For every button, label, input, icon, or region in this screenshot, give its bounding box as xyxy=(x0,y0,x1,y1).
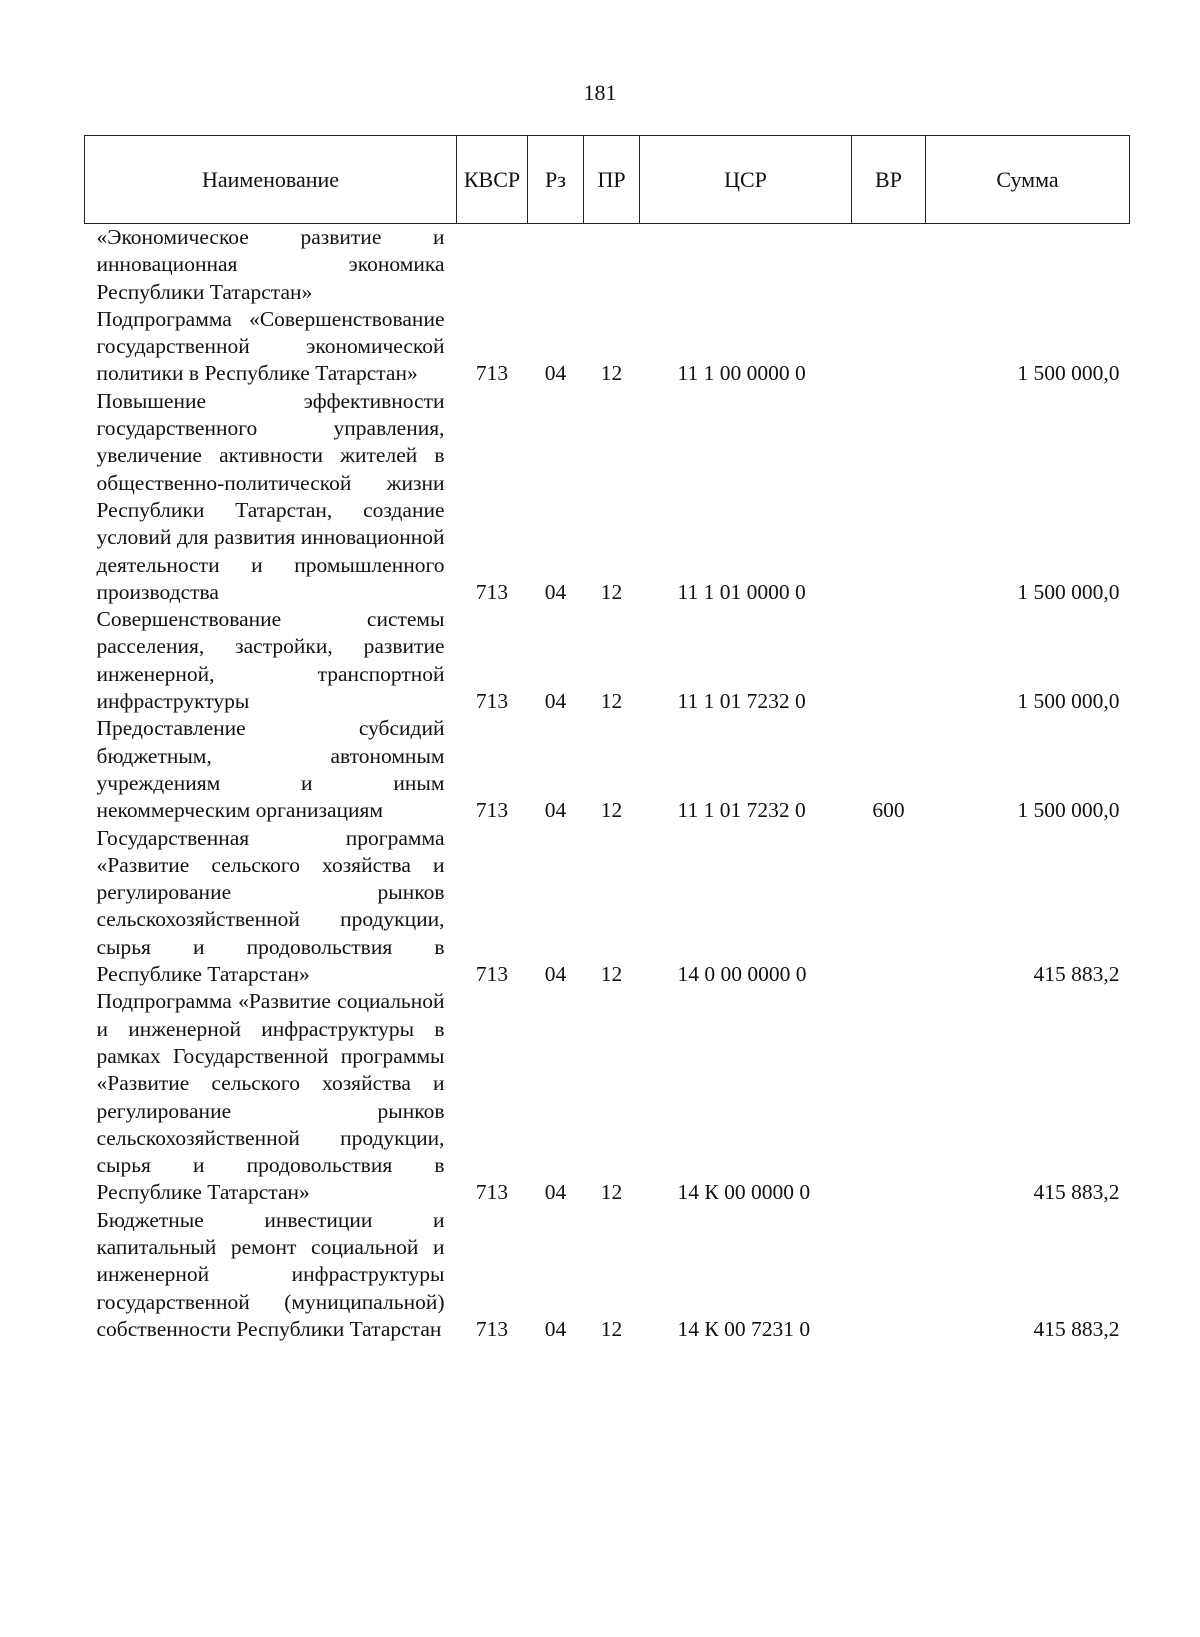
table-row xyxy=(85,306,1130,388)
row-vr xyxy=(852,306,926,388)
row-name: Предоставление субсидий бюджетным, автономным учреждениям и иным некоммерческим организациям xyxy=(96,716,445,823)
row-kvsr xyxy=(457,224,528,306)
row-rz: 04 xyxy=(544,689,567,714)
row-vr xyxy=(852,224,926,306)
row-sum: 1 500 000,0 xyxy=(1017,579,1120,604)
header-sum: Сумма xyxy=(926,136,1130,224)
row-vr xyxy=(852,825,926,989)
row-kvsr: 713 xyxy=(475,1316,509,1341)
row-csr: 11 1 01 0000 0 xyxy=(677,579,806,604)
row-vr: 600 xyxy=(872,798,905,823)
page-number: 181 xyxy=(583,80,617,105)
row-pr: 12 xyxy=(600,1180,623,1205)
row-csr: 11 1 00 0000 0 xyxy=(677,361,806,386)
row-kvsr: 713 xyxy=(475,798,509,823)
row-rz: 04 xyxy=(544,579,567,604)
table-row xyxy=(85,825,1130,989)
table-row xyxy=(85,606,1130,715)
table-row xyxy=(85,1207,1130,1343)
row-rz: 04 xyxy=(544,1180,567,1205)
row-csr xyxy=(640,224,852,306)
row-pr xyxy=(584,224,640,306)
row-pr: 12 xyxy=(600,579,623,604)
header-rz: Рз xyxy=(528,136,584,224)
row-vr xyxy=(852,988,926,1206)
row-vr xyxy=(852,388,926,606)
row-name: «Экономическое развитие и инновационная экономика Республики Татарстан» xyxy=(96,225,445,304)
header-pr: ПР xyxy=(584,136,640,224)
row-name: Подпрограмма «Развитие социальной и инженерной инфраструктуры в рамках Государственной программы «Развитие сельского хозяйства и регулирование рынков сельскохозяйственной продукции, сырья и продовольствия в Республике Татарстан» xyxy=(96,989,445,1205)
row-rz: 04 xyxy=(544,962,567,987)
row-vr xyxy=(852,606,926,715)
row-sum: 415 883,2 xyxy=(1033,962,1120,987)
row-pr: 12 xyxy=(600,361,623,386)
row-sum: 415 883,2 xyxy=(1033,1316,1120,1341)
row-sum: 1 500 000,0 xyxy=(1017,798,1120,823)
row-csr: 11 1 01 7232 0 xyxy=(677,798,806,823)
header-name: Наименование xyxy=(85,136,457,224)
row-kvsr: 713 xyxy=(475,361,509,386)
header-vr: ВР xyxy=(852,136,926,224)
table-row xyxy=(85,715,1130,824)
row-pr: 12 xyxy=(600,689,623,714)
row-name: Государственная программа «Развитие сельского хозяйства и регулирование рынков сельскохозяйственной продукции, сырья и продовольствия в Республике Татарстан» xyxy=(96,825,445,987)
row-pr: 12 xyxy=(600,962,623,987)
row-name: Бюджетные инвестиции и капитальный ремонт социальной и инженерной инфраструктуры государственной (муниципальной) собственности Республики Татарстан xyxy=(96,1207,445,1341)
header-csr: ЦСР xyxy=(640,136,852,224)
row-name: Совершенствование системы расселения, застройки, развитие инженерной, транспортной инфраструктуры xyxy=(96,607,445,714)
row-csr: 14 К 00 7231 0 xyxy=(677,1316,811,1341)
row-kvsr: 713 xyxy=(475,1180,509,1205)
table-header xyxy=(85,136,1130,224)
table-row xyxy=(85,388,1130,606)
row-csr: 14 К 00 0000 0 xyxy=(677,1180,811,1205)
row-sum: 1 500 000,0 xyxy=(1017,689,1120,714)
row-csr: 14 0 00 0000 0 xyxy=(677,962,807,987)
header-row xyxy=(85,136,1130,224)
row-pr: 12 xyxy=(600,1316,623,1341)
row-sum xyxy=(926,224,1130,306)
row-pr: 12 xyxy=(600,798,623,823)
row-kvsr: 713 xyxy=(475,689,509,714)
row-sum: 415 883,2 xyxy=(1033,1180,1120,1205)
table-body xyxy=(85,224,1130,1344)
budget-table xyxy=(84,135,1130,1343)
row-rz: 04 xyxy=(544,798,567,823)
header-kvsr: КВСР xyxy=(457,136,528,224)
row-rz: 04 xyxy=(544,361,567,386)
row-kvsr: 713 xyxy=(475,579,509,604)
row-vr xyxy=(852,1207,926,1343)
row-rz: 04 xyxy=(544,1316,567,1341)
table-row xyxy=(85,224,1130,306)
table-row xyxy=(85,988,1130,1206)
row-csr: 11 1 01 7232 0 xyxy=(677,689,806,714)
row-name: Повышение эффективности государственного управления, увеличение активности жителей в общественно-политической жизни Республики Татарстан, создание условий для развития инновационной деятельности и промышленного производства xyxy=(96,388,445,604)
row-sum: 1 500 000,0 xyxy=(1017,361,1120,386)
row-name: Подпрограмма «Совершенствование государственной экономической политики в Республике Татарстан» xyxy=(96,306,445,386)
row-kvsr: 713 xyxy=(475,962,509,987)
row-rz xyxy=(528,224,584,306)
